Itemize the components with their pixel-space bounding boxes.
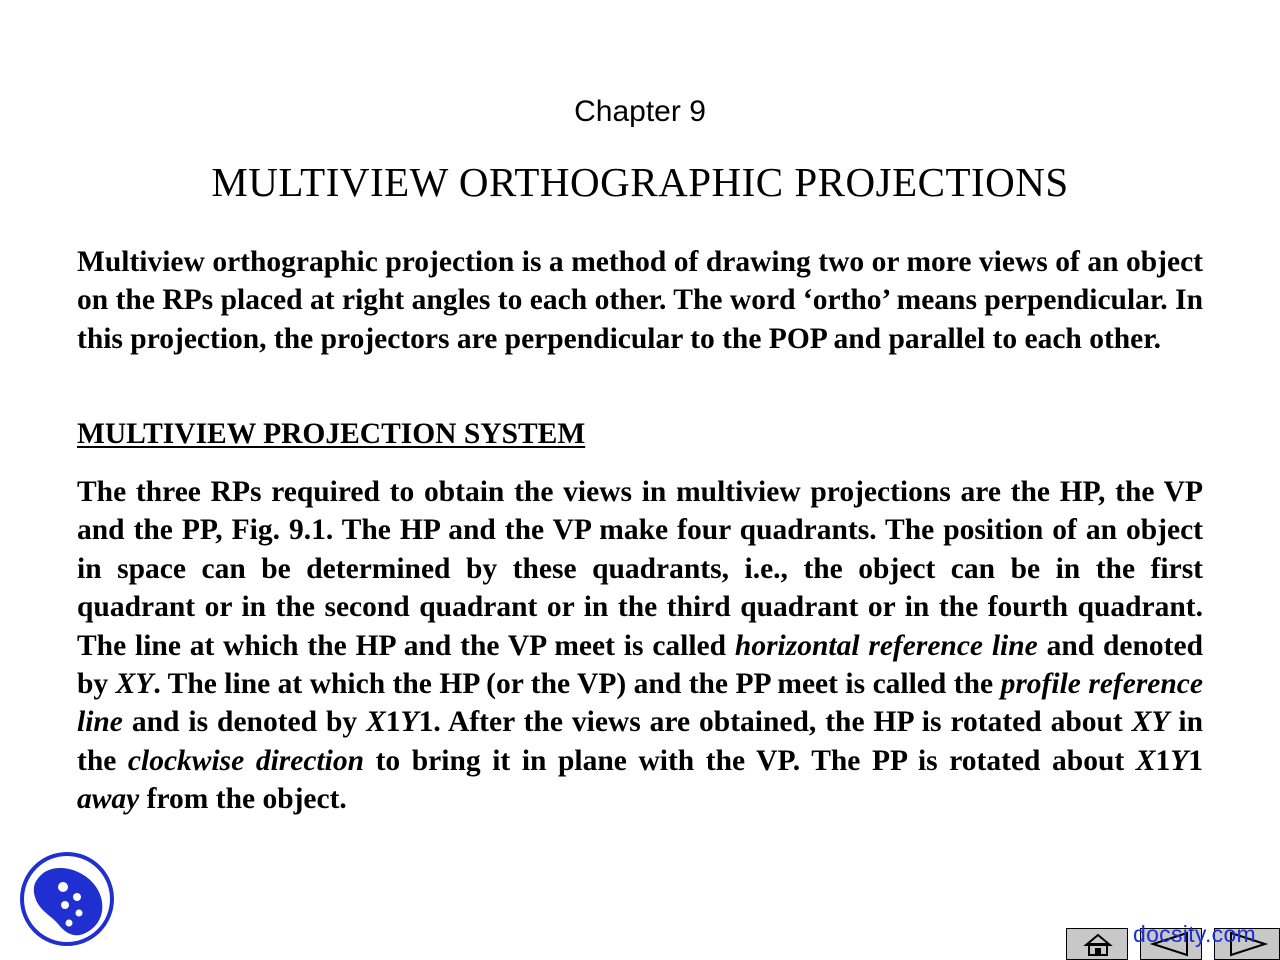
text-run: in the <box>77 706 1203 777</box>
emphasis-term: profile reference line <box>77 668 1203 739</box>
text-run: 1 <box>1188 744 1203 777</box>
emphasis-term: X <box>1135 744 1156 777</box>
docsity-logo-icon <box>19 851 115 947</box>
emphasis-term: XY <box>1131 706 1170 739</box>
watermark-text: docsity.com <box>1133 921 1257 947</box>
home-icon <box>1067 929 1127 959</box>
body-paragraph <box>77 473 1203 819</box>
text-run: and is denoted by <box>122 706 367 739</box>
home-button[interactable] <box>1066 928 1128 960</box>
text-run: from the object. <box>139 783 347 816</box>
text-run: and denoted by <box>77 629 1203 701</box>
text-run: 1 <box>385 706 401 739</box>
text-run: 1. After the views are obtained, the HP is rotated about <box>418 706 1132 739</box>
emphasis-term: horizontal reference line <box>734 629 1038 662</box>
emphasis-term: away <box>77 783 140 816</box>
logo-graphic <box>19 851 115 947</box>
text-run: to bring it in plane with the VP. The PP is rotated about <box>364 744 1136 777</box>
emphasis-term: X <box>366 706 386 739</box>
section-heading: MULTIVIEW PROJECTION SYSTEM <box>77 418 586 450</box>
emphasis-term: clockwise direction <box>127 744 365 777</box>
emphasis-term: Y <box>400 706 419 739</box>
text-run: The three RPs required to obtain the views in multiview projections are the HP, the VP and the PP, Fig. 9.1. The HP and the VP make four quadrants. The position of an object in space can be determined by these quadrants, i.e., the object can be in the first quadrant or in the second quadrant or in the third quadrant or in the fourth quadrant. The line at which the HP and the VP meet is called <box>77 476 1203 662</box>
intro-paragraph: Multiview orthographic projection is a method of drawing two or more views of an object on the RPs placed at right angles to each other. The word ‘ortho’ means perpendicular. In this projection, the projectors are perpendicular to the POP and parallel to each other. <box>77 246 1203 355</box>
text-run: 1 <box>1155 744 1171 777</box>
text-run: . The line at which the HP (or the VP) and the PP meet is called the <box>153 668 1001 701</box>
emphasis-term: XY <box>115 668 154 701</box>
emphasis-term: Y <box>1170 744 1189 777</box>
chapter-label: Chapter 9 <box>574 95 706 128</box>
page-title: MULTIVIEW ORTHOGRAPHIC PROJECTIONS <box>211 159 1069 205</box>
